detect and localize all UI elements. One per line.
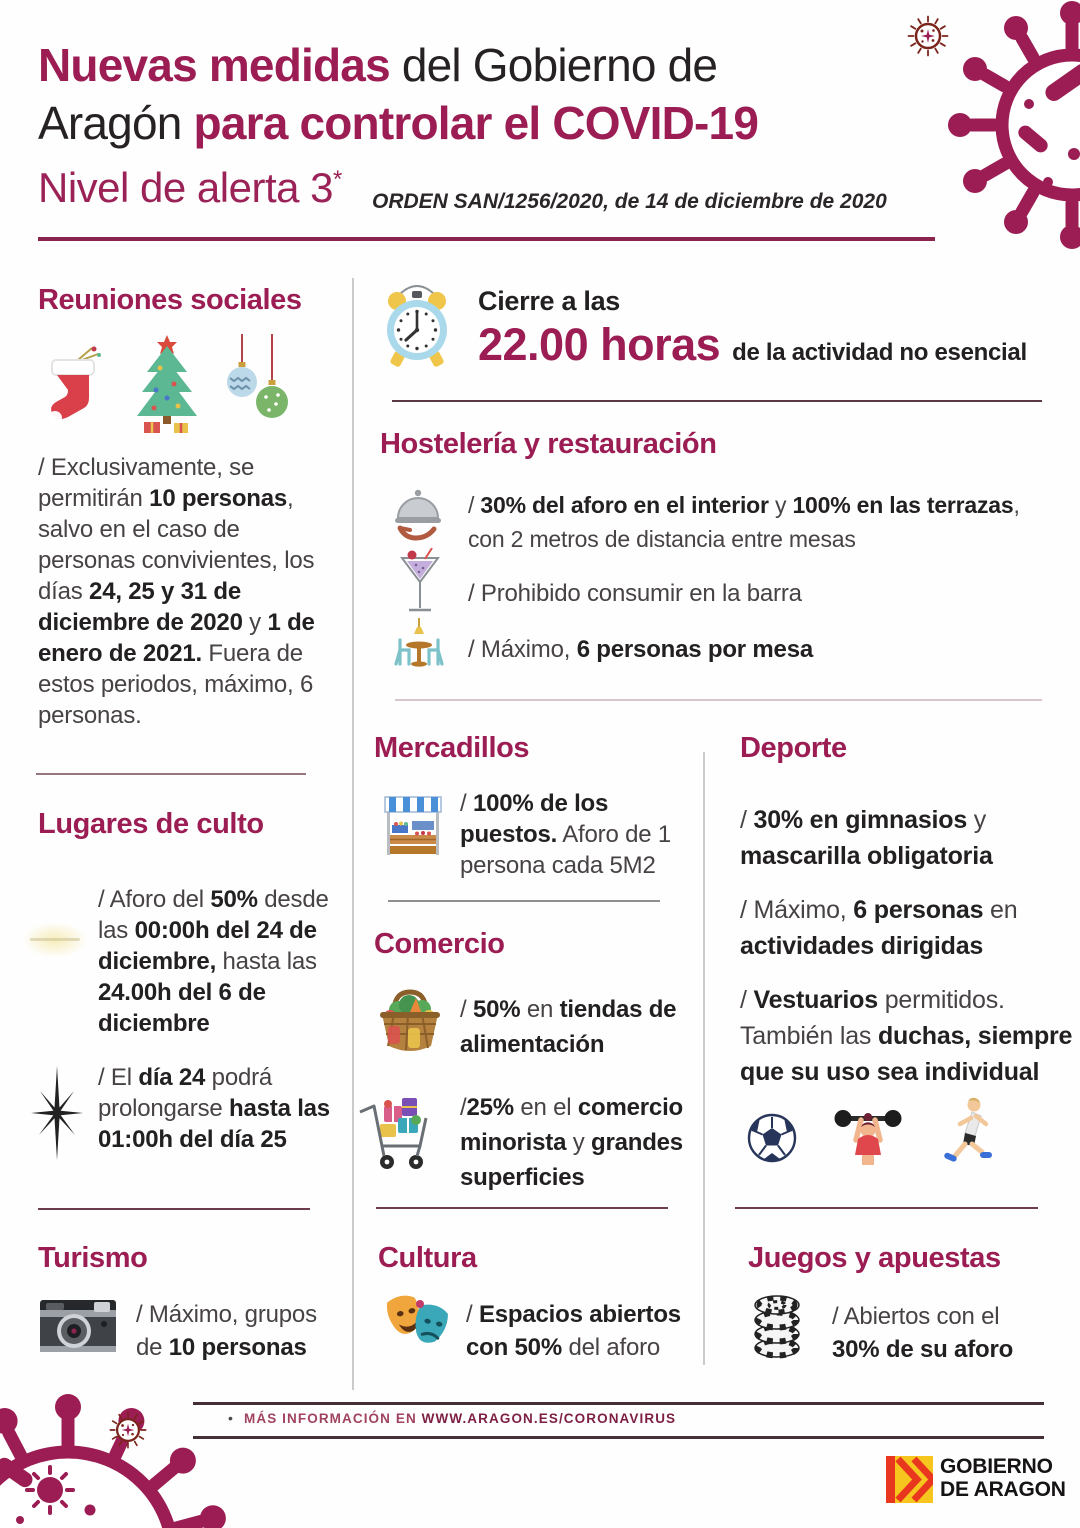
column-divider-left: [352, 278, 354, 1390]
page-title: [38, 36, 758, 152]
comercio-item-2: [460, 1090, 705, 1195]
poker-chips-icon: [748, 1290, 806, 1360]
weightlifter-icon: [832, 1104, 904, 1168]
star-icon: [28, 1066, 86, 1162]
seg: 6 personas: [853, 896, 984, 924]
seg: Aforo de 1: [557, 821, 671, 848]
seg: Fuera de: [201, 640, 303, 667]
section-heading-comercio: Comercio: [374, 928, 505, 960]
footer-rule-top: [193, 1402, 1044, 1405]
deporte-item-2: [740, 892, 1055, 964]
turismo-divider: [38, 1208, 310, 1210]
column-divider-right: [703, 752, 705, 1365]
seg: con 50%: [466, 1334, 562, 1361]
footer-rule-bottom: [193, 1436, 1044, 1439]
coronavirus-info-link[interactable]: WWW.ARAGON.ES/CORONAVIRUS: [421, 1411, 677, 1426]
section-heading-juegos: Juegos y apuestas: [748, 1242, 1001, 1274]
seg: 6 personas por mesa: [576, 636, 813, 663]
seg: y: [242, 609, 268, 636]
christmas-tree-icon: [130, 334, 204, 434]
coronavirus-large-icon: [928, 0, 1080, 282]
seg: las: [98, 917, 135, 944]
deporte-item-3: [740, 982, 1073, 1090]
bullet-icon: •: [228, 1410, 235, 1426]
section-heading-deporte: Deporte: [740, 732, 847, 764]
seg: puestos.: [460, 821, 558, 848]
culto-item-2: [98, 1062, 353, 1155]
seg: 1 de: [267, 609, 315, 636]
hosteleria-item-3: [468, 634, 968, 665]
seg: Nuevas medidas: [38, 39, 390, 91]
seg: con 2 metros de distancia entre mesas: [468, 526, 856, 552]
seg: Aragón: [38, 97, 194, 149]
seg: 30% de su aforo: [832, 1336, 1014, 1363]
christmas-stocking-icon: [42, 338, 106, 434]
seg: Vestuarios: [753, 986, 878, 1014]
table-chairs-icon: [388, 618, 450, 674]
candle-glow-icon: [22, 922, 88, 958]
seg: /: [460, 996, 473, 1023]
seg: / Prohibido consumir en la barra: [468, 580, 802, 607]
seg: del aforo: [561, 1334, 661, 1361]
seg: / Abiertos con el: [832, 1303, 1000, 1330]
culto-item-1: [98, 884, 353, 1039]
camera-icon: [36, 1292, 120, 1358]
seg: persona cada 5M2: [460, 852, 656, 879]
seg: diciembre: [98, 1010, 210, 1037]
seg: ,: [1013, 492, 1020, 518]
coronavirus-small-icon: [906, 14, 950, 58]
seg: /: [466, 1301, 479, 1328]
cocktail-icon: [398, 548, 442, 626]
seg: hasta las: [229, 1095, 330, 1122]
reuniones-body: [38, 452, 338, 731]
seg: Nivel de alerta 3: [38, 164, 333, 211]
seg: mascarilla obligatoria: [740, 842, 993, 870]
seg: comercio: [577, 1094, 684, 1121]
hosteleria-item-2: [468, 578, 968, 609]
aragon-flag-logo: [886, 1456, 933, 1503]
seg: 100% de los: [472, 790, 609, 817]
section-heading-reuniones: Reuniones sociales: [38, 284, 302, 316]
shopping-cart-icon: [354, 1088, 442, 1178]
closure-divider: [392, 400, 1042, 402]
seg: para controlar el COVID-19: [193, 97, 759, 149]
seg: 00:00h del 24 de: [134, 917, 317, 944]
mercadillos-divider: [388, 900, 660, 902]
seg: y: [967, 806, 987, 834]
section-heading-hosteleria: Hostelería y restauración: [380, 428, 717, 460]
seg: /: [740, 806, 754, 834]
seg: / Máximo,: [740, 896, 854, 924]
turismo-item: [136, 1298, 346, 1364]
seg: 30% en gimnasios: [753, 806, 968, 834]
seg: ,: [287, 485, 294, 512]
seg: actividades dirigidas: [740, 932, 984, 960]
soccer-ball-icon: [746, 1112, 798, 1164]
seg: diciembre,: [98, 948, 217, 975]
closure-prefix: Cierre a las: [478, 286, 620, 316]
comercio-item-1: [460, 992, 700, 1062]
seg: grandes: [590, 1129, 683, 1156]
footer-info: [228, 1410, 676, 1426]
hosteleria-divider: [395, 699, 1042, 701]
seg: y: [566, 1129, 591, 1156]
seg: 50%: [210, 886, 258, 913]
seg: GOBIERNO: [940, 1455, 1053, 1478]
section-heading-cultura: Cultura: [378, 1242, 477, 1274]
seg: permitirán: [38, 485, 150, 512]
seg: permitidos.: [877, 986, 1005, 1014]
section-heading-culto: Lugares de culto: [38, 808, 264, 840]
mercadillos-item: [460, 788, 695, 881]
seg: /: [740, 986, 754, 1014]
seg: personas.: [38, 702, 142, 729]
seg: 25%: [466, 1094, 514, 1121]
cultura-item: [466, 1298, 696, 1364]
closure-time: 22.00 horas: [478, 319, 721, 370]
government-logo-text: [940, 1456, 1066, 1501]
grocery-basket-icon: [372, 986, 448, 1054]
seg: / Máximo, grupos: [136, 1301, 317, 1328]
section-heading-turismo: Turismo: [38, 1242, 148, 1274]
seg: /: [468, 492, 481, 518]
seg: 24.00h del 6 de: [98, 979, 266, 1006]
closure-suffix: de la actividad no esencial: [732, 339, 1027, 366]
order-reference: ORDEN SAN/1256/2020, de 14 de diciembre de 2020: [372, 190, 887, 213]
seg: del Gobierno de: [389, 39, 718, 91]
seg: minorista: [460, 1129, 567, 1156]
seg: / Exclusivamente, se: [38, 454, 255, 481]
seg: /: [460, 1094, 467, 1121]
seg: días: [38, 578, 90, 605]
alert-level: [38, 164, 342, 212]
coronavirus-large-icon: [0, 1385, 235, 1528]
seg: y: [768, 492, 793, 518]
juegos-item: [832, 1300, 1052, 1366]
seg: 100% en las terrazas: [792, 492, 1014, 518]
seg: 01:00h del día 25: [98, 1126, 287, 1153]
theater-masks-icon: [384, 1290, 454, 1358]
section-heading-mercadillos: Mercadillos: [374, 732, 530, 764]
juegos-divider: [735, 1207, 1038, 1209]
culto-divider: [36, 773, 306, 775]
seg: estos periodos, máximo, 6: [38, 671, 314, 698]
closure-banner: [478, 286, 1027, 371]
seg: salvo en el caso de: [38, 516, 240, 543]
seg: día 24: [138, 1064, 206, 1091]
seg: en el: [513, 1094, 578, 1121]
deporte-item-1: [740, 802, 1055, 874]
seg: 10 personas: [149, 485, 288, 512]
footer-info-label: MÁS INFORMACIÓN EN: [244, 1411, 422, 1426]
seg: hasta las: [216, 948, 317, 975]
serving-cloche-icon: [392, 486, 444, 544]
seg: 24, 25 y 31 de: [89, 578, 242, 605]
coronavirus-small-icon: [108, 1410, 148, 1450]
seg: en: [983, 896, 1018, 924]
seg: enero de 2021.: [38, 640, 202, 667]
seg: / Máximo,: [468, 636, 577, 663]
seg: desde: [257, 886, 329, 913]
seg: en: [520, 996, 560, 1023]
alarm-clock-icon: [378, 282, 456, 372]
hosteleria-item-1: [468, 488, 1053, 556]
seg: tiendas de: [559, 996, 677, 1023]
christmas-ornaments-icon: [222, 334, 292, 434]
seg: diciembre de 2020: [38, 609, 243, 636]
cultura-divider: [376, 1207, 668, 1209]
alert-asterisk: *: [333, 166, 342, 193]
seg: / Aforo del: [98, 886, 211, 913]
seg: Espacios abiertos: [478, 1301, 681, 1328]
runner-icon: [938, 1096, 996, 1168]
seg: /: [460, 790, 473, 817]
seg: 50%: [472, 996, 521, 1023]
seg: DE ARAGON: [940, 1477, 1066, 1501]
seg: prolongarse: [98, 1095, 230, 1122]
seg: También las: [740, 1022, 878, 1050]
market-stall-icon: [384, 795, 442, 857]
seg: 10 personas: [168, 1334, 307, 1361]
seg: que su uso sea individual: [740, 1058, 1040, 1086]
seg: alimentación: [460, 1031, 605, 1058]
seg: de: [136, 1334, 169, 1361]
seg: superficies: [460, 1164, 585, 1191]
seg: podrá: [205, 1064, 273, 1091]
header-rule: [38, 237, 935, 241]
seg: / El: [98, 1064, 139, 1091]
seg: personas convivientes, los: [38, 547, 315, 574]
seg: 30% del aforo en el interior: [480, 492, 769, 518]
seg: duchas, siempre: [877, 1022, 1073, 1050]
